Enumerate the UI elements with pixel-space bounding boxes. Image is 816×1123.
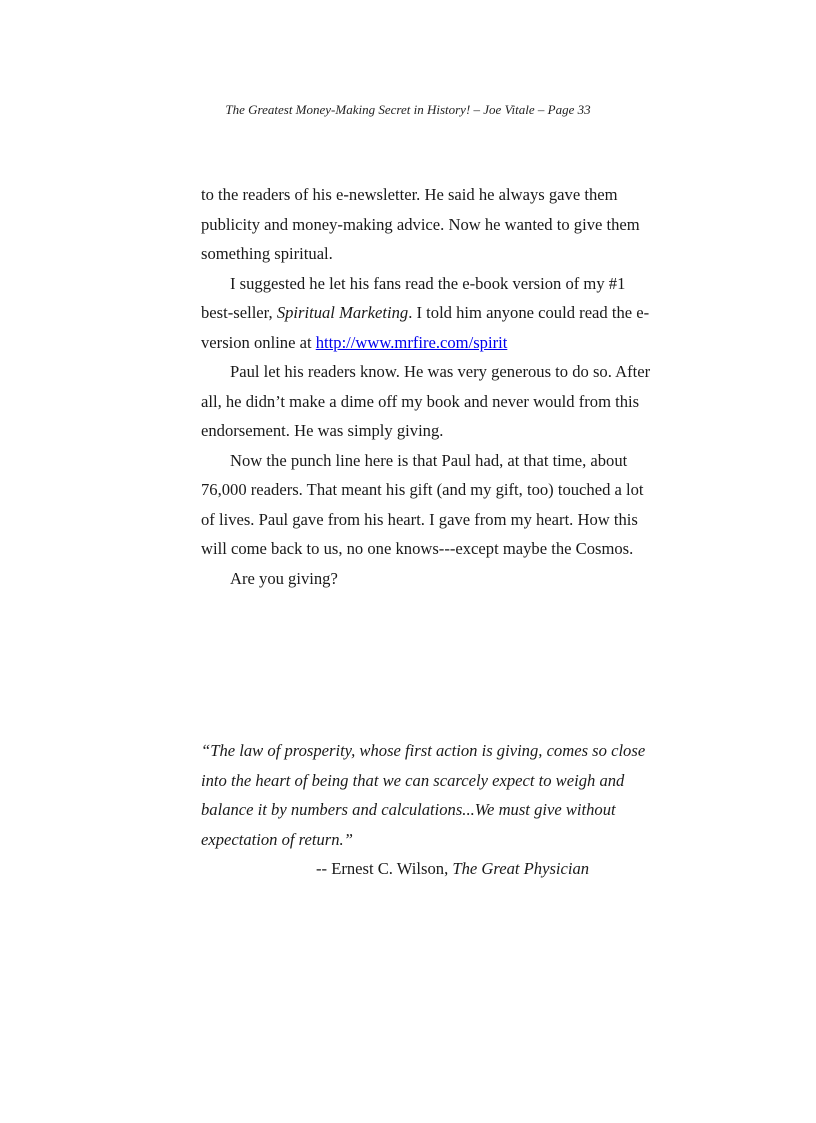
running-header: The Greatest Money-Making Secret in History! – Joe Vitale – Page 33	[225, 102, 591, 117]
body-line: Paul let his readers know. He was very generous to do so. After	[230, 362, 651, 381]
body-line: all, he didn’t make a dime off my book and never would from this	[201, 391, 640, 411]
body-line: 76,000 readers. That meant his gift (and my gift, too) touched a lot	[201, 480, 644, 499]
attribution-author: -- Ernest C. Wilson,	[316, 859, 453, 878]
body-text-span: . I told him anyone could read the e-	[408, 303, 650, 322]
body-text-span: best-seller,	[201, 303, 277, 322]
body-line: I suggested he let his fans read the e-book version of my #1	[230, 273, 626, 293]
body-line: Are you giving?	[230, 568, 338, 588]
quote-line: into the heart of being that we can scarcely expect to weigh and	[201, 770, 625, 790]
book-title: Spiritual Marketing	[276, 303, 409, 322]
body-line: of lives. Paul gave from his heart. I gave from my heart. How this	[201, 509, 638, 529]
quote-line: “The law of prosperity, whose first action is giving, comes so close	[201, 741, 646, 760]
quote-line: balance it by numbers and calculations...We must give without	[201, 800, 616, 819]
body-text	[201, 180, 651, 593]
body-line: something spiritual.	[201, 244, 333, 263]
body-line: endorsement. He was simply giving.	[201, 421, 444, 440]
body-line: publicity and money-making advice. Now he wanted to give them	[201, 214, 640, 234]
quote-line: expectation of return.”	[201, 829, 353, 849]
spirit-link[interactable]: http://www.mrfire.com/spirit	[315, 332, 508, 352]
quote-attribution	[316, 854, 589, 884]
body-line	[201, 298, 650, 328]
epigraph-quote	[201, 736, 646, 854]
body-line: to the readers of his e-newsletter. He said he always gave them	[201, 185, 618, 204]
body-text-span: version online at	[201, 332, 316, 352]
body-line: Now the punch line here is that Paul had, at that time, about	[230, 450, 628, 470]
body-line: will come back to us, no one knows---except maybe the Cosmos.	[201, 539, 634, 558]
attribution-title: The Great Physician	[452, 859, 590, 878]
body-line	[201, 328, 641, 358]
